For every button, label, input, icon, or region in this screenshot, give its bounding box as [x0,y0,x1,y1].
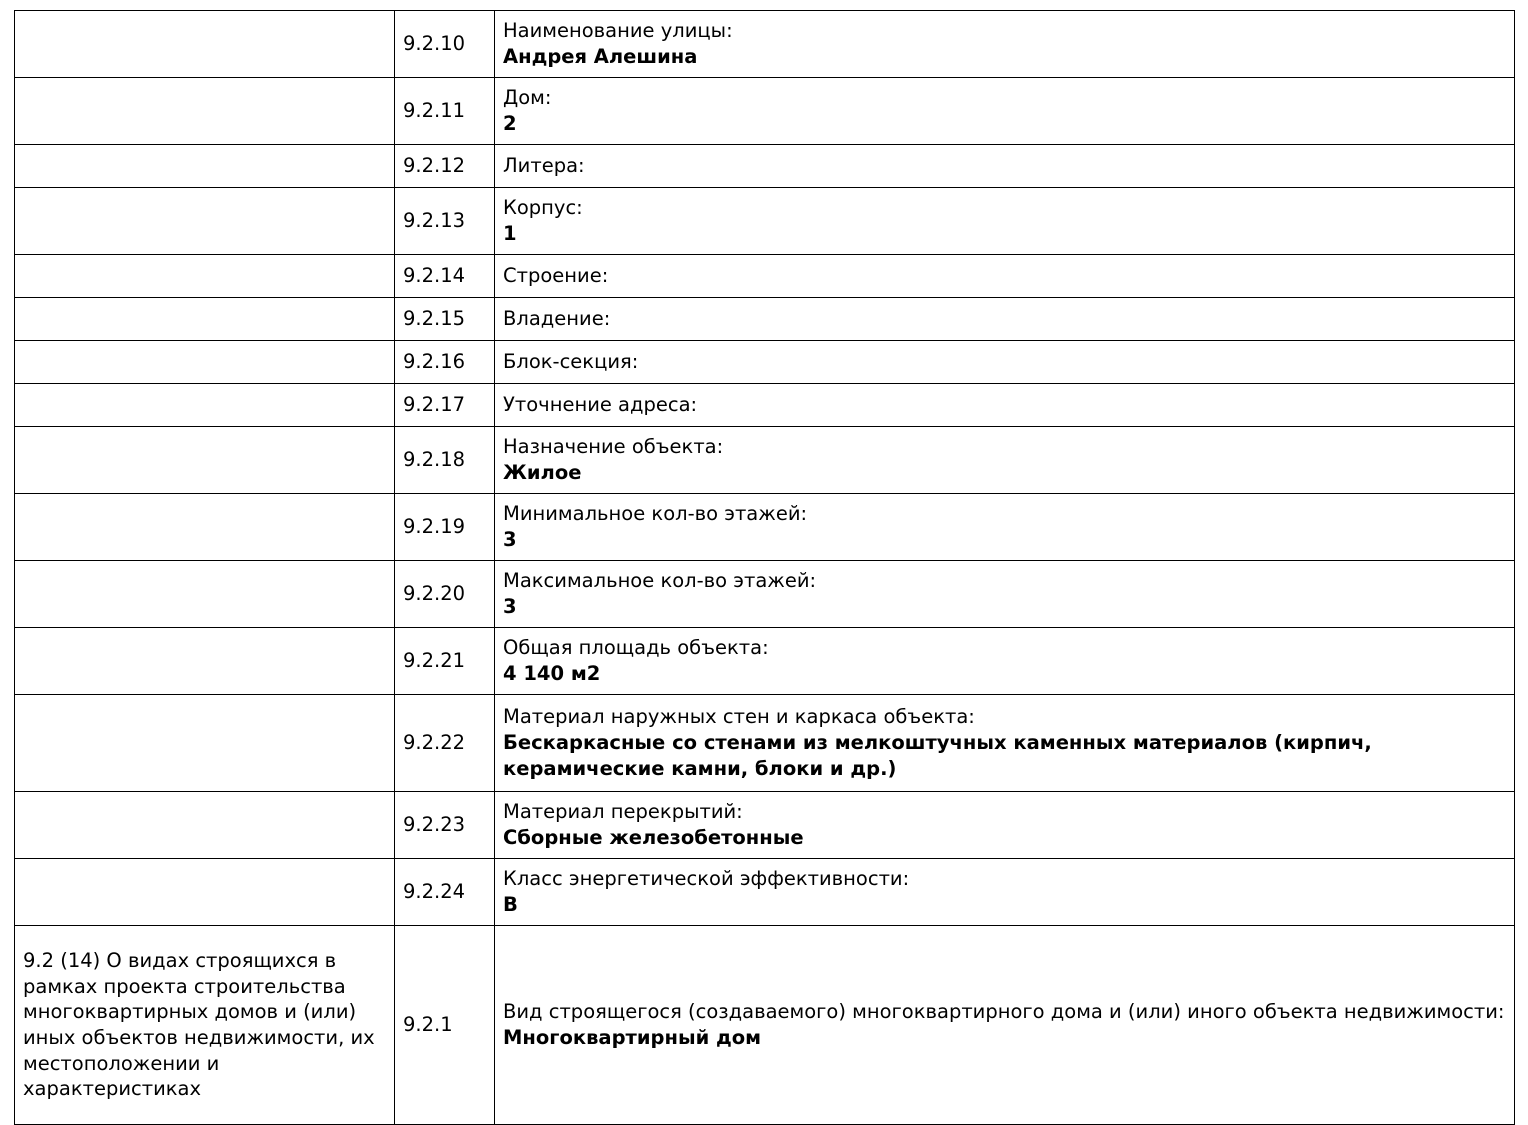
row-number: 9.2.16 [395,341,495,384]
row-value [495,628,1515,695]
value-answer: Сборные железобетонные [503,826,804,849]
row-value [495,926,1515,1125]
row-number: 9.2.23 [395,792,495,859]
row-label [15,427,395,494]
table-row [15,78,1515,145]
table-row-section [15,926,1515,1125]
table-row [15,255,1515,298]
table-row [15,561,1515,628]
table-row [15,695,1515,792]
value-title: Уточнение адреса: [503,393,698,417]
row-label [15,695,395,792]
table-row [15,384,1515,427]
row-value [495,792,1515,859]
row-value [495,695,1515,792]
table-row [15,494,1515,561]
value-title: Максимальное кол-во этажей: [503,569,817,593]
row-value [495,341,1515,384]
row-number: 9.2.10 [395,11,495,78]
row-label [15,145,395,188]
table-row [15,341,1515,384]
value-title: Материал наружных стен и каркаса объекта: [503,705,975,729]
row-value [495,298,1515,341]
row-label [15,78,395,145]
value-answer: 2 [503,112,517,135]
row-number: 9.2.22 [395,695,495,792]
row-value [495,427,1515,494]
value-answer: Многоквартирный дом [503,1026,762,1049]
table-row [15,427,1515,494]
row-value [495,11,1515,78]
row-label [15,11,395,78]
row-number: 9.2.24 [395,859,495,926]
row-value [495,859,1515,926]
row-label [15,494,395,561]
table-row [15,859,1515,926]
section-label: 9.2 (14) О видах строящихся в рамках проекта строительства многоквартирных домов и (или) иных объектов недвижимости, их местоположении и характеристиках [15,926,395,1125]
value-title: Блок-секция: [503,350,639,374]
row-number: 9.2.12 [395,145,495,188]
table-body [15,11,1515,1125]
value-title: Владение: [503,307,611,331]
row-number: 9.2.15 [395,298,495,341]
row-value [495,78,1515,145]
row-number: 9.2.21 [395,628,495,695]
value-title: Класс энергетической эффективности: [503,867,910,891]
value-title: Корпус: [503,196,583,220]
value-answer: B [503,893,518,916]
row-value [495,384,1515,427]
row-number: 9.2.11 [395,78,495,145]
row-value [495,494,1515,561]
value-answer: 3 [503,528,517,551]
row-label [15,341,395,384]
row-number: 9.2.17 [395,384,495,427]
value-answer: 1 [503,222,517,245]
table-row [15,145,1515,188]
value-title: Наименование улицы: [503,19,733,43]
table-row [15,628,1515,695]
value-title: Материал перекрытий: [503,800,743,824]
value-title: Минимальное кол-во этажей: [503,502,808,526]
value-title: Назначение объекта: [503,435,724,459]
table-row [15,298,1515,341]
row-label [15,255,395,298]
value-answer: 4 140 м2 [503,662,601,685]
table-row [15,792,1515,859]
row-label [15,298,395,341]
row-label [15,384,395,427]
row-number: 9.2.18 [395,427,495,494]
row-number: 9.2.1 [395,926,495,1125]
value-answer: Жилое [503,461,582,484]
value-title: Строение: [503,264,609,288]
table-row [15,188,1515,255]
row-label [15,628,395,695]
value-title: Литера: [503,154,585,178]
row-label [15,561,395,628]
row-number: 9.2.19 [395,494,495,561]
row-label [15,188,395,255]
row-value [495,145,1515,188]
row-value [495,255,1515,298]
table-row [15,11,1515,78]
value-answer: Бескаркасные со стенами из мелкоштучных каменных материалов (кирпич, керамические камни, блоки и др.) [503,731,1372,780]
row-label [15,792,395,859]
value-answer: 3 [503,595,517,618]
declaration-table [14,10,1515,1125]
row-value [495,188,1515,255]
value-title: Дом: [503,86,552,110]
row-number: 9.2.14 [395,255,495,298]
row-label [15,859,395,926]
value-answer: Андрея Алешина [503,45,698,68]
row-value [495,561,1515,628]
value-title: Вид строящегося (создаваемого) многоквартирного дома и (или) иного объекта недвижимости: [503,1000,1505,1024]
row-number: 9.2.20 [395,561,495,628]
value-title: Общая площадь объекта: [503,636,769,660]
row-number: 9.2.13 [395,188,495,255]
